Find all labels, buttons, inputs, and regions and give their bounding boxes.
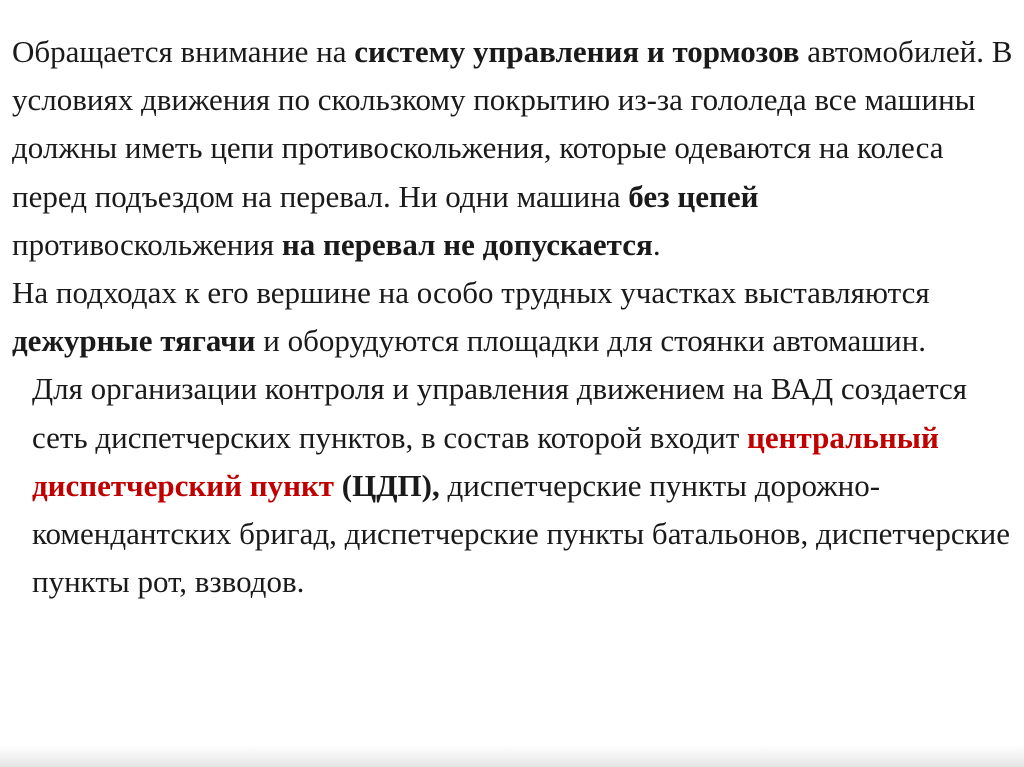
text-segment: Обращается внимание на: [12, 34, 355, 69]
paragraph-dispatch: [12, 365, 1017, 606]
text-segment: противоскольжения: [12, 226, 282, 262]
bold-segment: без цепей: [628, 178, 759, 214]
paragraph-brakes: [12, 28, 1017, 365]
bold-segment: (ЦДП),: [341, 467, 440, 503]
text-segment: .: [652, 226, 661, 262]
bold-segment: дежурные тягачи: [12, 323, 256, 359]
slide-body: [12, 28, 1017, 606]
slide-bottom-shadow: [0, 745, 1024, 767]
bold-segment: на перевал не допускается: [281, 226, 653, 262]
text-segment: диспетчерские пункты дорожно-комендантских бригад, диспетчерские пункты батальонов, диспетчерские пункты рот, взводов.: [32, 467, 1010, 600]
highlight-segment: центральный диспетчерский пункт: [32, 419, 939, 503]
bold-segment: систему управления и тормозов: [354, 34, 800, 69]
text-segment: Для организации контроля и управления движением на ВАД создается сеть диспетчерских пунктов, в состав которой входит: [32, 371, 968, 455]
text-segment: На подходах к его вершине на особо трудных участках выставляются: [12, 275, 930, 311]
text-segment: автомобилей. В условиях движения по скользкому покрытию из-за гололеда все машины должны иметь цепи противоскольжения, которые одеваются на колеса перед подъездом на перевал. Ни одни машина: [12, 34, 1013, 214]
text-segment: и оборудуются площадки для стоянки автомашин.: [255, 323, 927, 359]
